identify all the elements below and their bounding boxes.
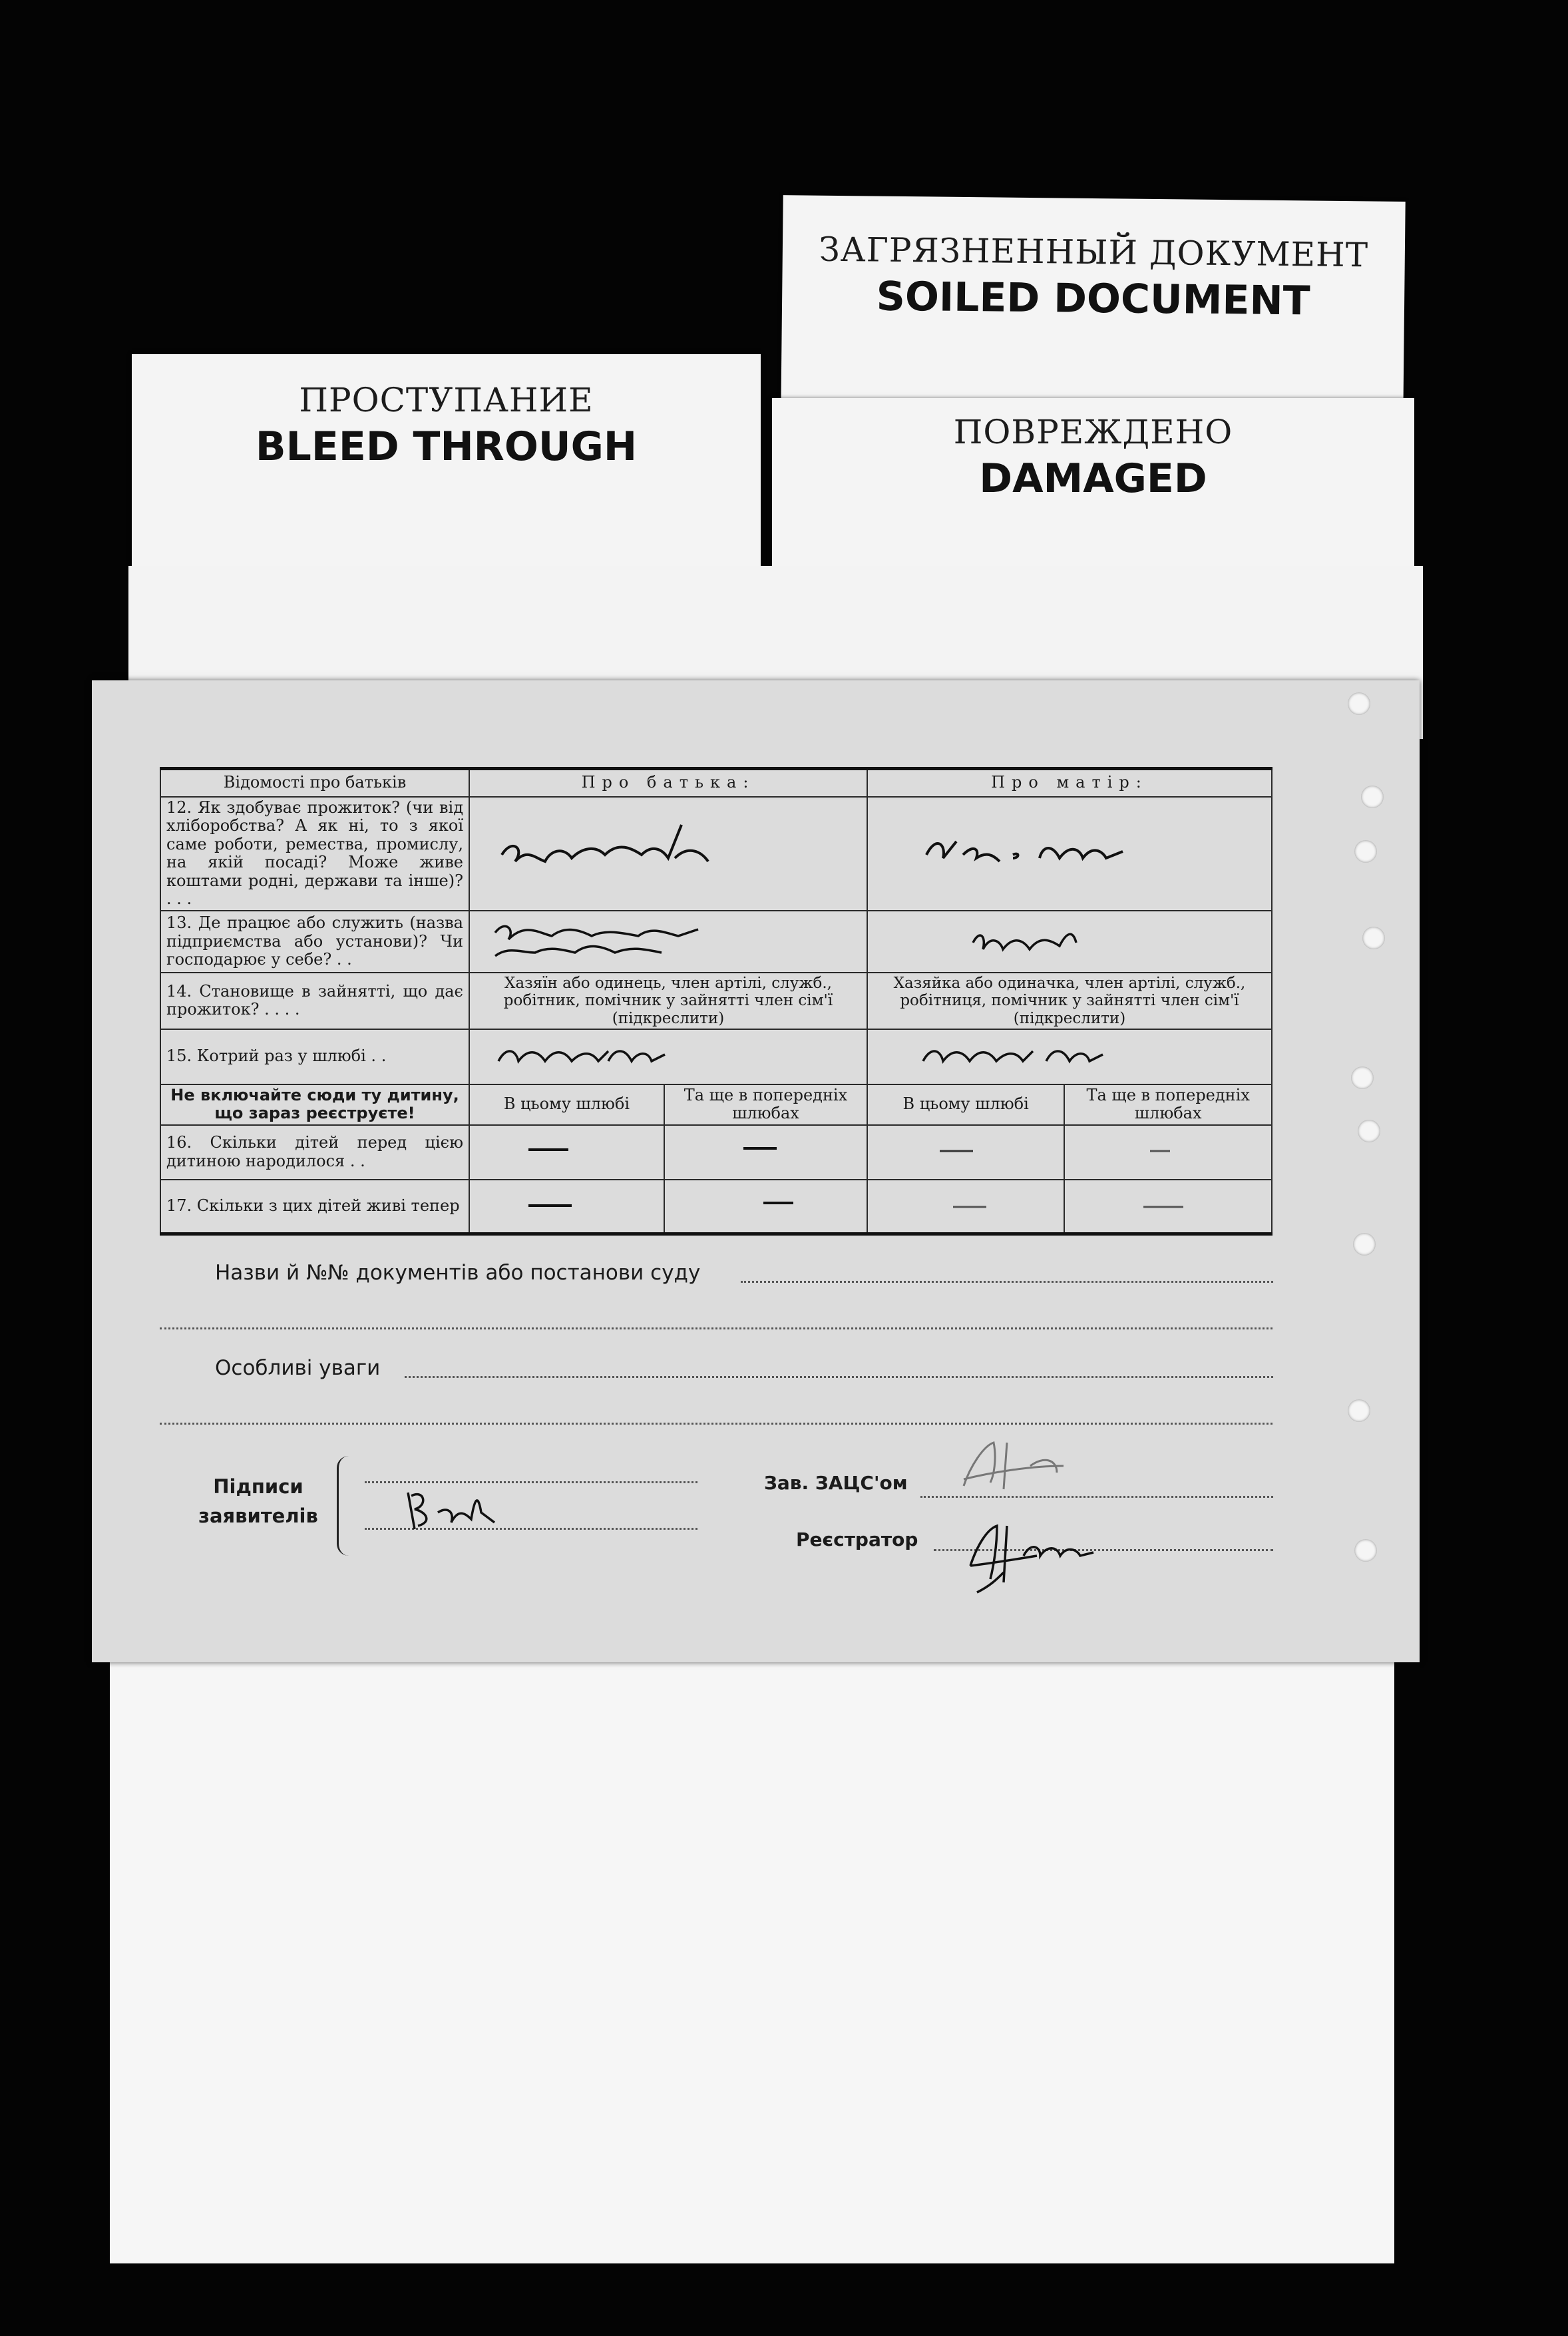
- q16-father-this: [469, 1125, 664, 1180]
- handwriting-mother-occupation: [873, 802, 1266, 901]
- father-marriage-count: [469, 1029, 867, 1084]
- q16-mother-this: [867, 1125, 1064, 1180]
- header-father: Про батька:: [469, 769, 867, 797]
- dash-mark: [1070, 1191, 1257, 1218]
- signature-line-1: [365, 1481, 697, 1483]
- question-15: 15. Котрий раз у шлюбі . .: [160, 1029, 469, 1084]
- bleed-through-card: [132, 354, 761, 581]
- father-workplace: [469, 911, 867, 973]
- soiled-document-ru: ЗАГРЯЗНЕННЫЙ ДОКУМЕНТ: [819, 230, 1369, 275]
- soiled-document-card: [781, 195, 1405, 421]
- bleed-through-ru: ПРОСТУПАНИЕ: [299, 381, 594, 419]
- binding-holes: [1348, 680, 1394, 1662]
- documents-label: Назви й №№ документів або постанови суду: [215, 1261, 701, 1285]
- dash-mark: [873, 1136, 1053, 1163]
- signatures-brace: [337, 1456, 359, 1556]
- documents-line: [741, 1281, 1273, 1283]
- handwriting-father-occupation: [475, 802, 861, 901]
- father-employment-status: Хазяїн або одинець, член артілі, служб., робітник, помічник у зайнятті член сім'ї (підкреслити): [469, 973, 867, 1029]
- registrar-signature: [950, 1499, 1123, 1606]
- mother-marriage-count: [867, 1029, 1272, 1084]
- father-occupation: [469, 797, 867, 911]
- registrar-label: Реєстратор: [796, 1528, 918, 1550]
- q16-mother-prev: [1064, 1125, 1272, 1180]
- header-mother: Про матір:: [867, 769, 1272, 797]
- header-parents-info: Відомості про батьків: [160, 769, 469, 797]
- q17-father-this: [469, 1180, 664, 1234]
- children-instruction: Не включайте сюди ту дитину, що зараз реєструєте!: [160, 1084, 469, 1125]
- mother-this-marriage-header: В цьому шлюбі: [867, 1084, 1064, 1125]
- handwriting-father-marriage-count: [475, 1031, 861, 1078]
- father-this-marriage-header: В цьому шлюбі: [469, 1084, 664, 1125]
- q17-mother-prev: [1064, 1180, 1272, 1234]
- father-prev-marriages-header: Та ще в попередніх шлюбах: [664, 1084, 867, 1125]
- dash-mark: [670, 1191, 857, 1218]
- question-16: 16. Скільки дітей перед цією дитиною народилося . .: [160, 1125, 469, 1180]
- handwriting-mother-workplace: [873, 913, 1266, 966]
- handwriting-mother-marriage-count: [873, 1031, 1266, 1078]
- dash-mark: [873, 1191, 1053, 1218]
- registration-form: [92, 680, 1420, 1662]
- documents-line-2: [160, 1327, 1273, 1329]
- bleed-through-en: BLEED THROUGH: [255, 423, 638, 470]
- dash-mark: [475, 1136, 655, 1163]
- applicant-signature: [395, 1486, 528, 1539]
- q17-mother-this: [867, 1180, 1064, 1234]
- damaged-card: [772, 398, 1414, 584]
- question-17: 17. Скільки з цих дітей живі тепер: [160, 1180, 469, 1234]
- blank-sheet: [110, 1644, 1394, 2263]
- mother-occupation: [867, 797, 1272, 911]
- soiled-document-en: SOILED DOCUMENT: [876, 273, 1310, 325]
- parents-info-table: [160, 767, 1273, 1236]
- dash-mark: [475, 1191, 655, 1218]
- q16-father-prev: [664, 1125, 867, 1180]
- damaged-ru: ПОВРЕЖДЕНО: [953, 413, 1233, 451]
- signatures-label: Підписи заявителів: [198, 1475, 318, 1527]
- notes-line-2: [160, 1423, 1273, 1425]
- mother-employment-status: Хазяйка або одиначка, член артілі, служб., робітниця, помічник у зайнятті член сім'ї (підкреслити): [867, 973, 1272, 1029]
- question-12: 12. Як здобуває прожиток? (чи від хліборобства? А як ні, то з якої саме роботи, ремества, промислу, на якій посаді? Може живе коштами родні, держави та інше)? . . .: [160, 797, 469, 911]
- question-13: 13. Де працює або служить (назва підприємства або установи)? Чи господарює у себе? . .: [160, 911, 469, 973]
- question-14: 14. Становище в зайнятті, що дає прожиток? . . . .: [160, 973, 469, 1029]
- notes-line: [405, 1376, 1273, 1378]
- head-registry-label: Зав. ЗАЦС'ом: [764, 1472, 908, 1494]
- mother-workplace: [867, 911, 1272, 973]
- dash-mark: [1070, 1136, 1257, 1163]
- notes-label: Особливі уваги: [215, 1356, 381, 1380]
- mother-prev-marriages-header: Та ще в попередніх шлюбах: [1064, 1084, 1272, 1125]
- q17-father-prev: [664, 1180, 867, 1234]
- damaged-en: DAMAGED: [979, 455, 1207, 502]
- dash-mark: [670, 1136, 857, 1163]
- handwriting-father-workplace: [475, 913, 861, 966]
